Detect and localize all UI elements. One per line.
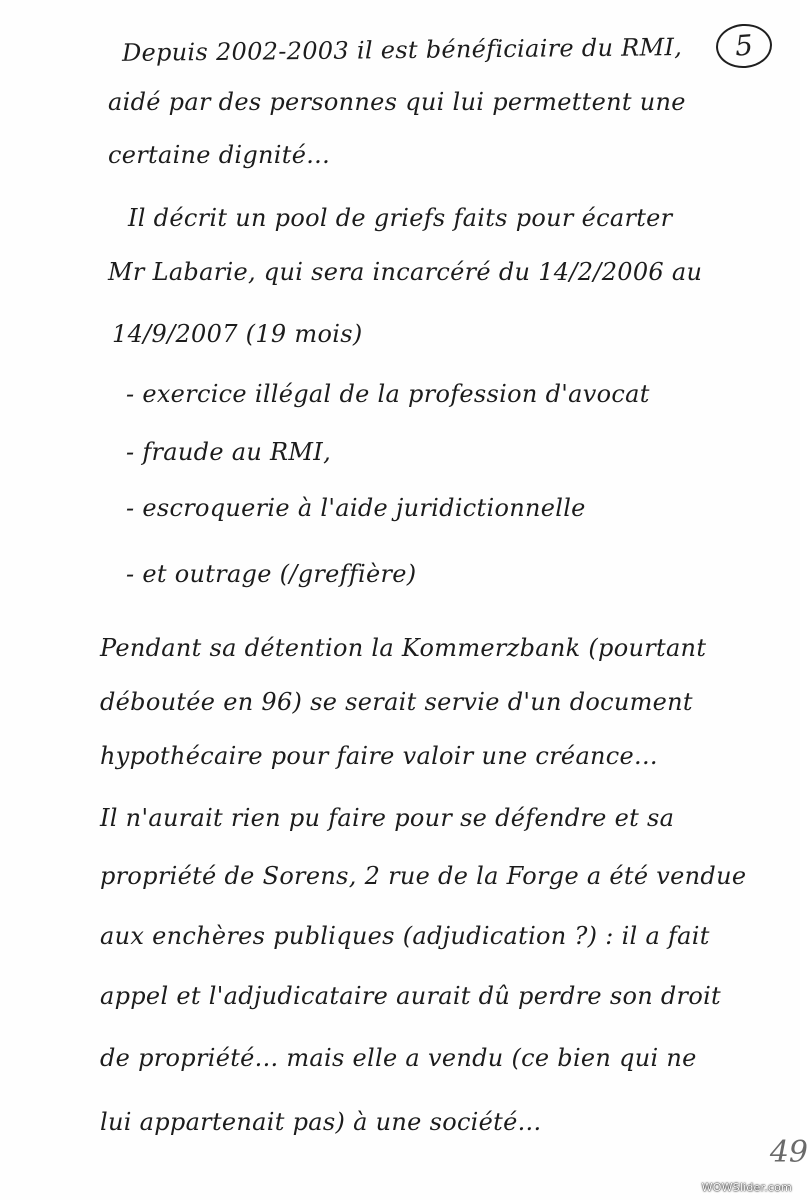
list-item: - exercice illégal de la profession d'avocat: [126, 380, 650, 408]
text-line: propriété de Sorens, 2 rue de la Forge a été vendue: [100, 862, 747, 890]
text-line: aux enchères publiques (adjudication ?) : il a fait: [100, 922, 710, 950]
text-line: Mr Labarie, qui sera incarcéré du 14/2/2006 au: [108, 258, 703, 286]
text-line: de propriété... mais elle a vendu (ce bien qui ne: [100, 1044, 697, 1072]
page-number-circle: [715, 22, 774, 70]
text-line: Depuis 2002-2003 il est bénéficiaire du RMI,: [121, 33, 683, 67]
text-line: certaine dignité...: [108, 141, 331, 169]
text-line: déboutée en 96) se serait servie d'un document: [100, 688, 693, 716]
text-line: Il n'aurait rien pu faire pour se défendre et sa: [100, 804, 675, 832]
text-line: aidé par des personnes qui lui permettent une: [108, 88, 686, 116]
text-line: lui appartenait pas) à une société...: [100, 1108, 542, 1136]
corner-number: 49: [769, 1135, 808, 1170]
text-line: Pendant sa détention la Kommerzbank (pourtant: [100, 634, 707, 662]
text-line: hypothécaire pour faire valoir une créance...: [100, 742, 658, 770]
list-item: - escroquerie à l'aide juridictionnelle: [126, 494, 586, 522]
text-line: Il décrit un pool de griefs faits pour écarter: [128, 204, 673, 232]
page-number: 5: [733, 28, 755, 63]
list-item: - fraude au RMI,: [126, 438, 332, 466]
text-line: 14/9/2007 (19 mois): [112, 320, 363, 348]
text-line: appel et l'adjudicataire aurait dû perdre son droit: [100, 982, 721, 1010]
watermark: WOWSlider.com: [701, 1181, 792, 1194]
list-item: - et outrage (/greffière): [126, 560, 417, 588]
